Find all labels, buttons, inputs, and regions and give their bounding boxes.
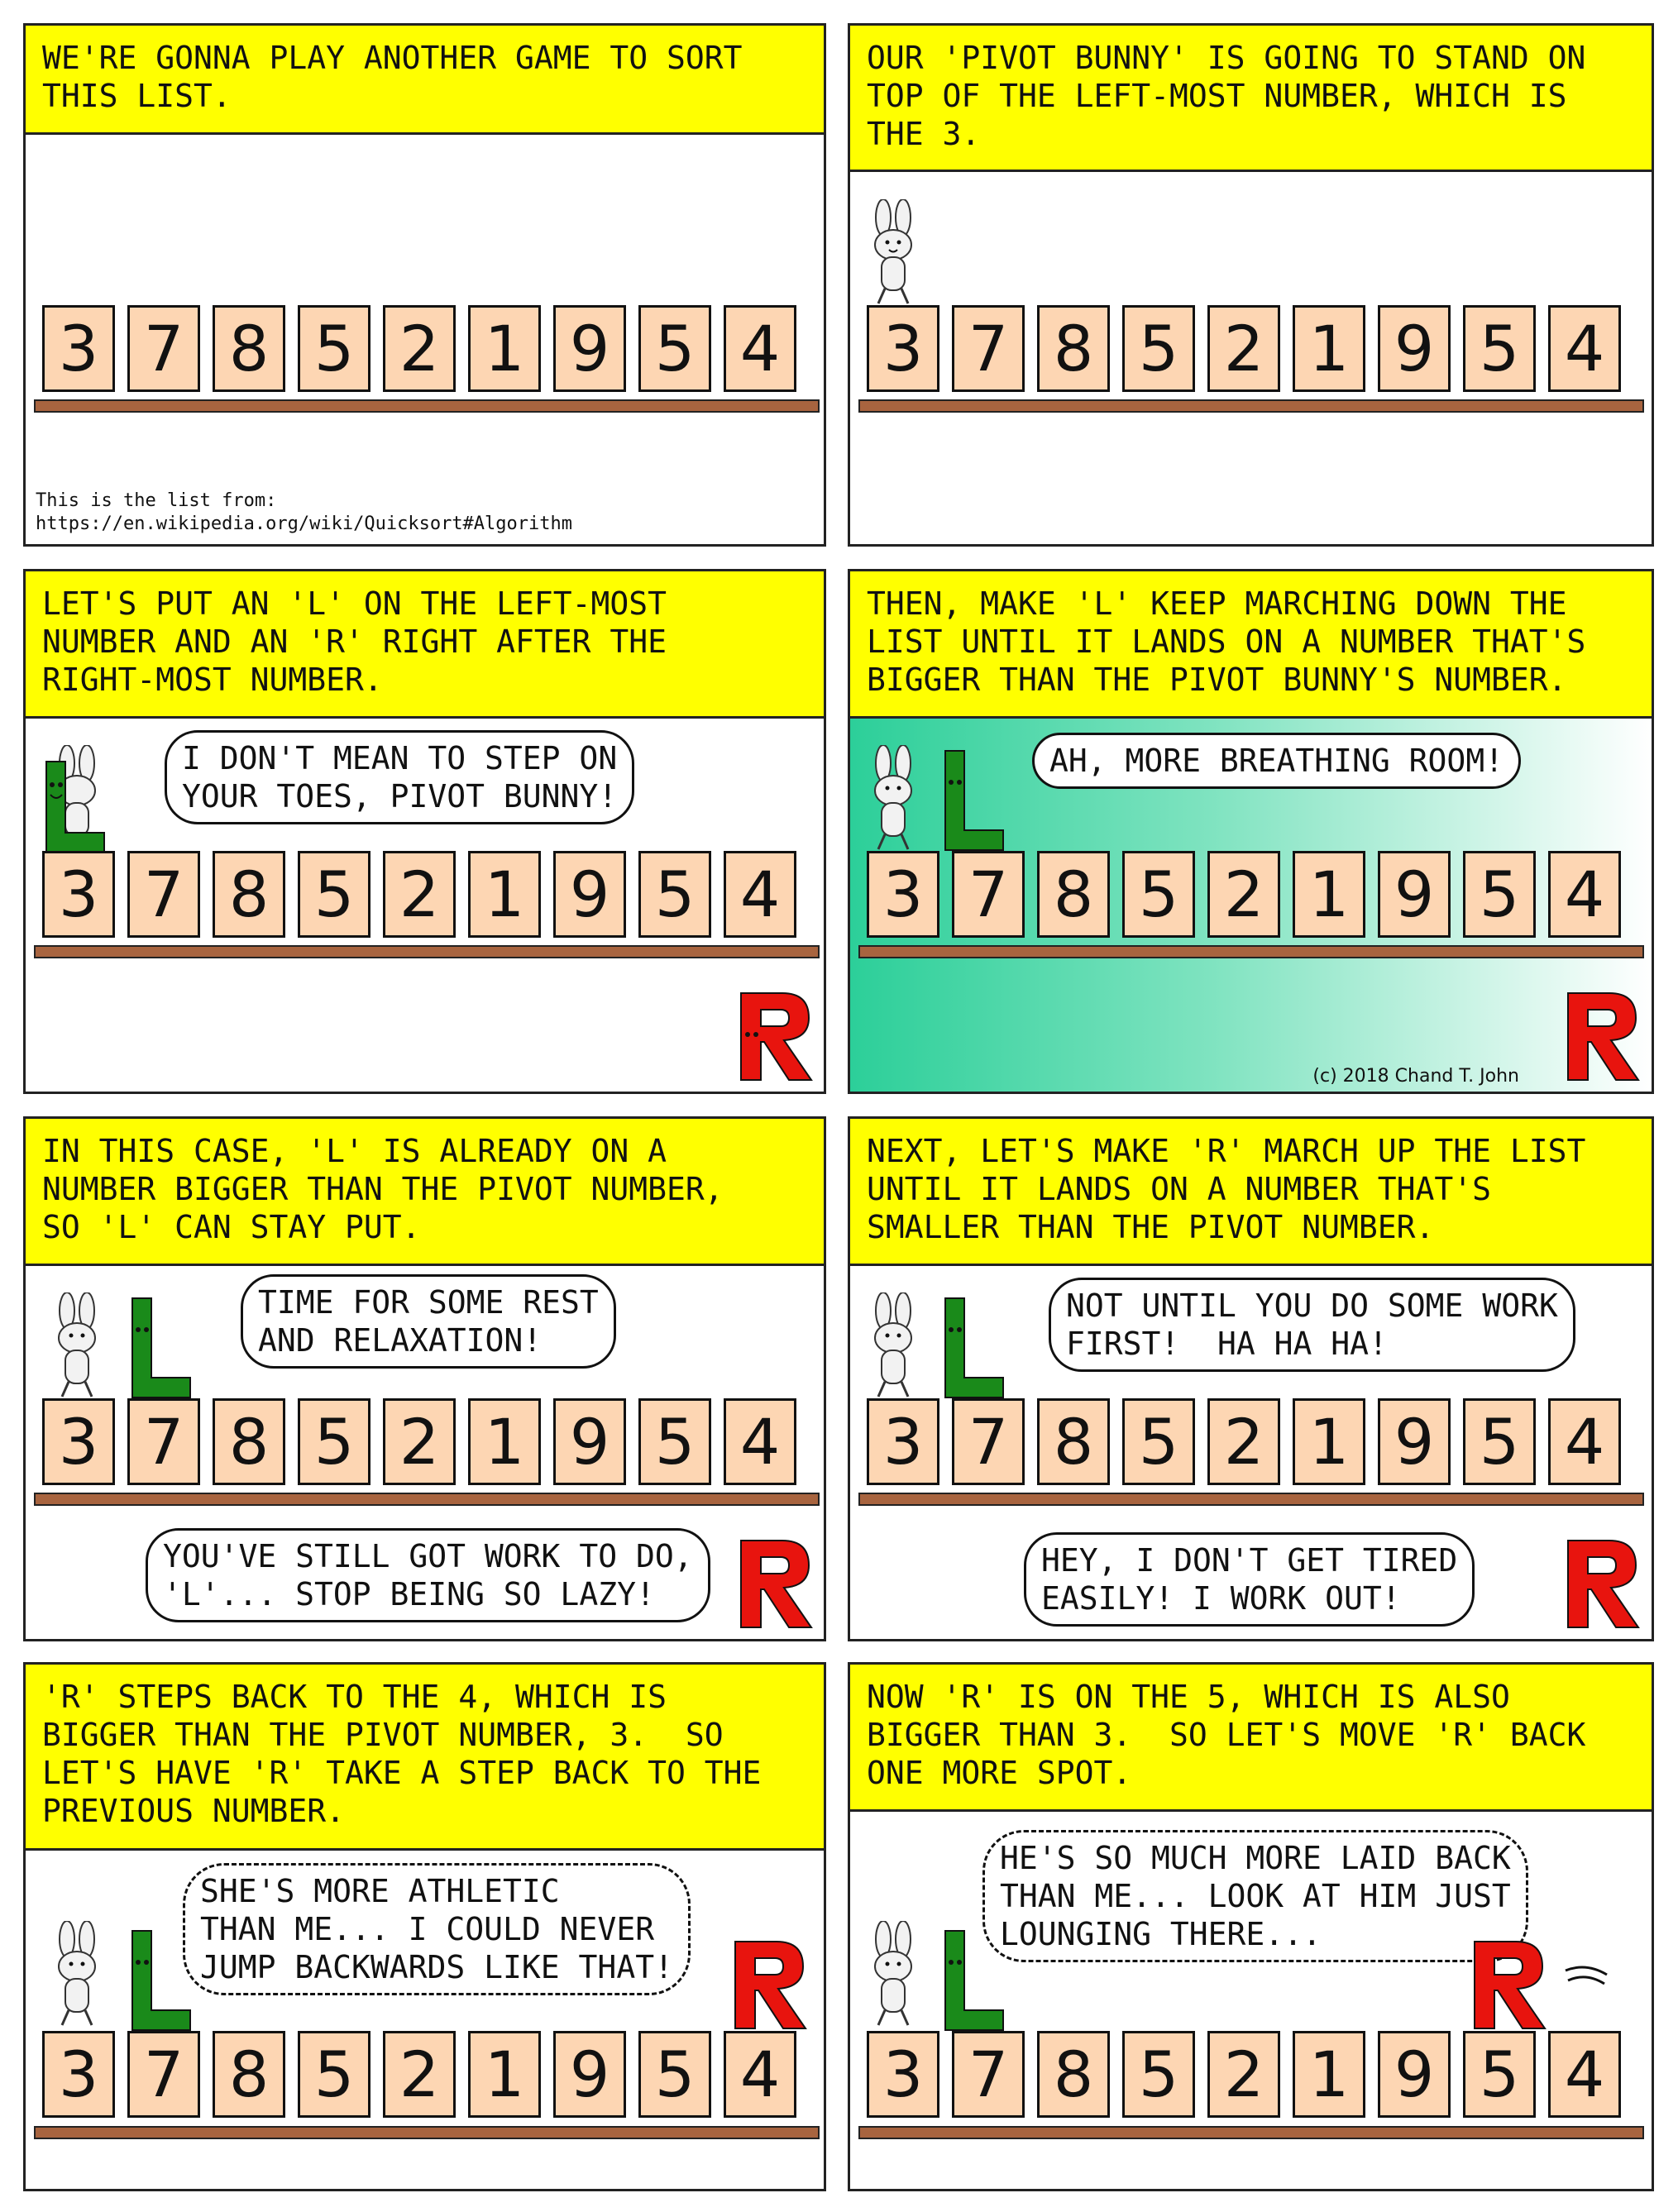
number-tile: 2	[1207, 1398, 1280, 1485]
letter-l-character-icon	[128, 1929, 194, 2037]
number-tile: 3	[867, 305, 939, 392]
number-tile: 1	[1293, 2031, 1365, 2118]
number-tile: 3	[867, 1398, 939, 1485]
letter-r-character-icon	[1466, 1937, 1549, 2037]
letter-l-character-icon	[941, 1929, 1007, 2037]
number-tile: 9	[553, 2031, 626, 2118]
number-tile: 3	[867, 2031, 939, 2118]
number-tile: 5	[298, 851, 370, 938]
comic-panel-6	[848, 1116, 1654, 1641]
number-tile: 2	[383, 2031, 456, 2118]
number-tile: 1	[1293, 1398, 1365, 1485]
number-tile: 8	[1037, 305, 1110, 392]
comic-panel-5	[23, 1116, 826, 1641]
letter-r-character-icon	[727, 1937, 810, 2037]
number-tile: 4	[724, 305, 796, 392]
comic-panel-2	[848, 23, 1654, 547]
number-tile: 8	[1037, 2031, 1110, 2118]
number-tile: 7	[952, 851, 1025, 938]
letter-r-character-icon	[733, 989, 815, 1088]
pivot-bunny-icon	[44, 1292, 110, 1404]
number-tile: 4	[1548, 851, 1621, 938]
comic-panel-1	[23, 23, 826, 547]
panel-caption: WE'RE GONNA PLAY ANOTHER GAME TO SORT THIS LIST.	[26, 26, 824, 135]
number-tile: 2	[1207, 851, 1280, 938]
panel-caption: OUR 'PIVOT BUNNY' IS GOING TO STAND ON TOP OF THE LEFT-MOST NUMBER, WHICH IS THE 3.	[850, 26, 1652, 172]
letter-r-character-icon	[1560, 989, 1642, 1088]
number-tile: 8	[1037, 1398, 1110, 1485]
number-tile: 1	[468, 851, 541, 938]
number-list	[42, 2031, 826, 2118]
thought-bubble: SHE'S MORE ATHLETIC THAN ME... I COULD NEVER JUMP BACKWARDS LIKE THAT!	[183, 1863, 691, 1995]
number-tile: 5	[298, 2031, 370, 2118]
number-tile: 9	[1378, 851, 1451, 938]
number-tile: 7	[952, 1398, 1025, 1485]
number-list	[42, 851, 826, 938]
shelf	[858, 1493, 1644, 1506]
number-tile: 4	[1548, 305, 1621, 392]
shelf	[34, 945, 820, 958]
pivot-bunny-icon	[860, 745, 926, 857]
number-tile: 9	[1378, 305, 1451, 392]
number-tile: 9	[1378, 1398, 1451, 1485]
number-tile: 7	[127, 2031, 200, 2118]
number-tile: 5	[638, 1398, 711, 1485]
number-tile: 1	[1293, 851, 1365, 938]
number-tile: 9	[1378, 2031, 1451, 2118]
pivot-bunny-icon	[860, 1921, 926, 2033]
number-tile: 4	[724, 851, 796, 938]
number-tile: 7	[127, 305, 200, 392]
number-tile: 3	[867, 851, 939, 938]
number-tile: 8	[213, 851, 285, 938]
panel-caption: 'R' STEPS BACK TO THE 4, WHICH IS BIGGER THAN THE PIVOT NUMBER, 3. SO LET'S HAVE 'R' TAKE A STEP BACK TO THE PREVIOUS NUMBER.	[26, 1665, 824, 1851]
number-tile: 5	[1122, 851, 1195, 938]
comic-panel-4	[848, 569, 1654, 1094]
shelf	[858, 945, 1644, 958]
speech-bubble: NOT UNTIL YOU DO SOME WORK FIRST! HA HA HA!	[1049, 1278, 1575, 1372]
panel-caption: THEN, MAKE 'L' KEEP MARCHING DOWN THE LIST UNTIL IT LANDS ON A NUMBER THAT'S BIGGER THAN THE PIVOT BUNNY'S NUMBER.	[850, 571, 1652, 719]
number-tile: 1	[468, 305, 541, 392]
number-tile: 5	[638, 851, 711, 938]
speech-bubble: AH, MORE BREATHING ROOM!	[1032, 733, 1521, 789]
speech-bubble-r: YOU'VE STILL GOT WORK TO DO, 'L'... STOP BEING SO LAZY!	[146, 1528, 710, 1622]
number-tile: 2	[1207, 2031, 1280, 2118]
number-tile: 7	[952, 2031, 1025, 2118]
panel-caption: NOW 'R' IS ON THE 5, WHICH IS ALSO BIGGER THAN 3. SO LET'S MOVE 'R' BACK ONE MORE SPOT.	[850, 1665, 1652, 1812]
number-tile: 2	[383, 1398, 456, 1485]
number-tile: 3	[42, 1398, 115, 1485]
comic-panel-7	[23, 1662, 826, 2191]
letter-r-character-icon	[1560, 1536, 1642, 1636]
number-tile: 8	[213, 305, 285, 392]
letter-l-character-icon	[941, 1297, 1007, 1404]
number-tile: 2	[383, 305, 456, 392]
pivot-bunny-icon	[860, 1292, 926, 1404]
number-tile: 2	[1207, 305, 1280, 392]
letter-l-character-icon	[128, 1297, 194, 1404]
number-list	[42, 1398, 826, 1485]
number-tile: 5	[1122, 305, 1195, 392]
comic-panel-3	[23, 569, 826, 1094]
number-tile: 8	[213, 1398, 285, 1485]
number-tile: 5	[1463, 1398, 1536, 1485]
number-tile: 5	[1463, 851, 1536, 938]
letter-r-character-icon	[733, 1536, 815, 1636]
number-tile: 1	[468, 1398, 541, 1485]
number-tile: 5	[1122, 1398, 1195, 1485]
shelf	[858, 399, 1644, 413]
number-tile: 7	[127, 1398, 200, 1485]
number-tile: 4	[724, 1398, 796, 1485]
number-list	[867, 851, 1654, 938]
panel-caption: NEXT, LET'S MAKE 'R' MARCH UP THE LIST UNTIL IT LANDS ON A NUMBER THAT'S SMALLER THAN THE PIVOT NUMBER.	[850, 1119, 1652, 1266]
number-tile: 4	[1548, 2031, 1621, 2118]
number-tile: 5	[1463, 2031, 1536, 2118]
shelf	[34, 2126, 820, 2139]
number-tile: 7	[127, 851, 200, 938]
number-tile: 9	[553, 305, 626, 392]
number-tile: 8	[1037, 851, 1110, 938]
panel-caption: IN THIS CASE, 'L' IS ALREADY ON A NUMBER BIGGER THAN THE PIVOT NUMBER, SO 'L' CAN STAY PUT.	[26, 1119, 824, 1266]
number-tile: 5	[1122, 2031, 1195, 2118]
pivot-bunny-icon	[860, 199, 926, 311]
shelf	[34, 1493, 820, 1506]
number-tile: 7	[952, 305, 1025, 392]
number-list	[42, 305, 826, 392]
thought-bubble: HE'S SO MUCH MORE LAID BACK THAN ME... LOOK AT HIM JUST LOUNGING THERE...	[982, 1830, 1528, 1962]
number-tile: 2	[383, 851, 456, 938]
number-tile: 5	[1463, 305, 1536, 392]
letter-l-character-icon	[941, 749, 1007, 857]
number-tile: 5	[638, 305, 711, 392]
number-tile: 3	[42, 305, 115, 392]
number-tile: 5	[298, 1398, 370, 1485]
letter-l-character-icon	[42, 760, 108, 859]
panel-caption: LET'S PUT AN 'L' ON THE LEFT-MOST NUMBER AND AN 'R' RIGHT AFTER THE RIGHT-MOST NUMBER.	[26, 571, 824, 719]
number-tile: 3	[42, 851, 115, 938]
number-tile: 1	[1293, 305, 1365, 392]
speech-bubble-r: HEY, I DON'T GET TIRED EASILY! I WORK OUT!	[1024, 1532, 1475, 1627]
source-note: This is the list from: https://en.wikipedia.org/wiki/Quicksort#Algorithm	[36, 490, 573, 534]
shelf	[34, 399, 820, 413]
number-tile: 3	[42, 2031, 115, 2118]
number-list	[867, 2031, 1654, 2118]
number-tile: 4	[724, 2031, 796, 2118]
number-tile: 9	[553, 1398, 626, 1485]
pivot-bunny-icon	[44, 1921, 110, 2033]
comic-panel-8	[848, 1662, 1654, 2191]
number-tile: 5	[298, 305, 370, 392]
number-tile: 8	[213, 2031, 285, 2118]
shelf	[858, 2126, 1644, 2139]
number-list	[867, 1398, 1654, 1485]
speech-bubble: TIME FOR SOME REST AND RELAXATION!	[241, 1274, 616, 1369]
speech-bubble: I DON'T MEAN TO STEP ON YOUR TOES, PIVOT BUNNY!	[165, 730, 634, 824]
number-tile: 4	[1548, 1398, 1621, 1485]
motion-lines-icon	[1561, 1962, 1611, 1999]
number-tile: 5	[638, 2031, 711, 2118]
number-tile: 9	[553, 851, 626, 938]
copyright-credit: (c) 2018 Chand T. John	[1312, 1066, 1519, 1087]
number-list	[867, 305, 1654, 392]
number-tile: 1	[468, 2031, 541, 2118]
